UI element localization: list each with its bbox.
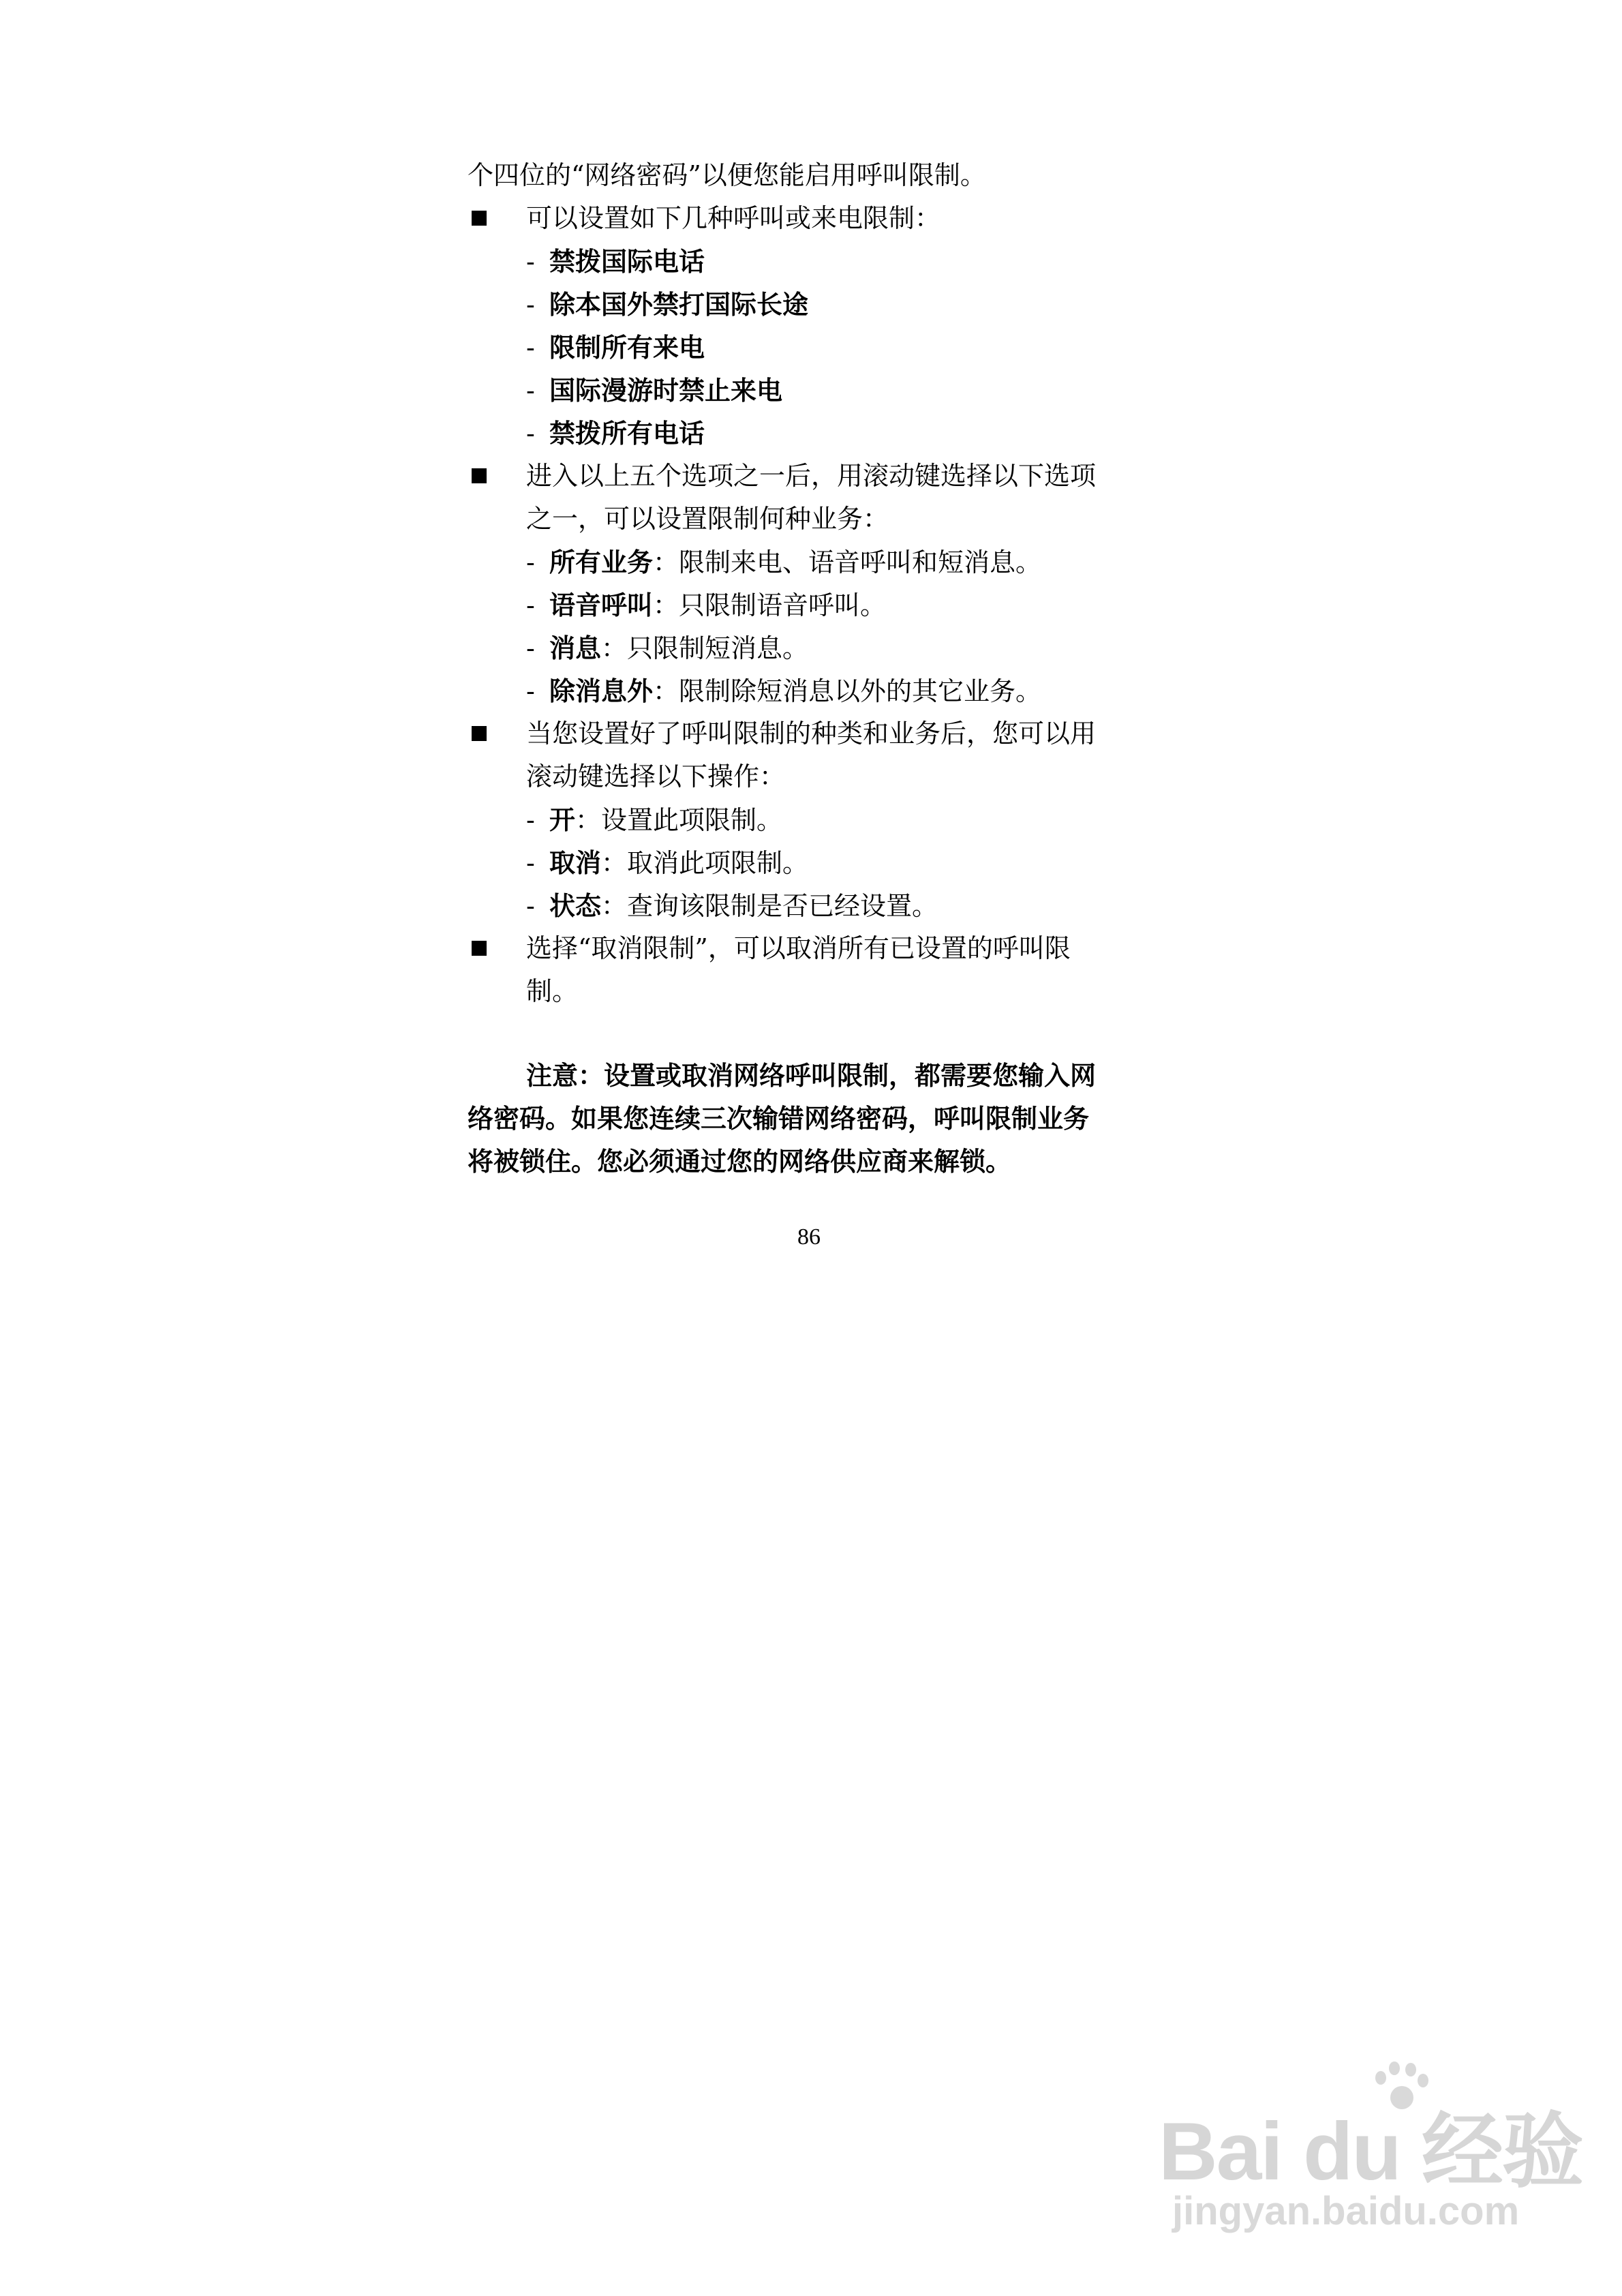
bullet-text-continued: 之一，可以设置限制何种业务： — [526, 504, 889, 534]
watermark-brand: Bai du 经验 — [1159, 2106, 1583, 2197]
sub-item-label: 消息 — [549, 633, 602, 663]
square-bullet-icon — [472, 941, 487, 956]
intro-line: 个四位的“网络密码”以便您能启用呼叫限制。 — [468, 160, 986, 190]
sub-item-label: 语音呼叫 — [549, 590, 654, 620]
sub-item-text: ：设置此项限制。 — [575, 805, 783, 835]
sub-item: - 取消：取消此项限制。 — [526, 847, 809, 878]
sub-item: - 消息：只限制短消息。 — [526, 633, 809, 663]
page-number: 86 — [797, 1224, 821, 1250]
sub-item-label: 开 — [549, 804, 576, 835]
bullet-line — [468, 712, 1163, 755]
sub-item-label: 所有业务 — [549, 547, 654, 577]
sub-item-text: ：取消此项限制。 — [601, 848, 809, 878]
sub-item: - 除本国外禁打国际长途 — [526, 289, 809, 320]
note-line: 注意：设置或取消网络呼叫限制，都需要您输入网 — [526, 1060, 1097, 1091]
bullet-item-1 — [468, 197, 1163, 455]
sub-item: - 限制所有来电 — [526, 332, 705, 363]
sub-item-text: ：查询该限制是否已经设置。 — [601, 891, 938, 921]
bullet-item-3 — [468, 712, 1163, 927]
sub-item: - 状态：查询该限制是否已经设置。 — [526, 890, 938, 921]
note-line: 将被锁住。您必须通过您的网络供应商来解锁。 — [468, 1146, 1012, 1177]
sub-item-label: 禁拨国际电话 — [549, 246, 705, 277]
sub-item: - 除消息外：限制除短消息以外的其它业务。 — [526, 676, 1042, 706]
watermark — [1159, 2031, 1595, 2256]
watermark-url: jingyan.baidu.com — [1172, 2189, 1520, 2233]
bullet-text-continued: 滚动键选择以下操作： — [526, 761, 786, 791]
sub-item-label: 国际漫游时禁止来电 — [549, 375, 783, 406]
sub-item: - 禁拨国际电话 — [526, 246, 705, 277]
bullet-line — [468, 927, 1163, 970]
bullet-text: 进入以上五个选项之一后，用滚动键选择以下选项 — [526, 461, 1097, 491]
bullet-text-continued: 制。 — [526, 976, 579, 1006]
bullet-line — [468, 455, 1163, 498]
note-line: 络密码。如果您连续三次输错网络密码，呼叫限制业务 — [468, 1103, 1090, 1134]
sub-item: - 语音呼叫：只限制语音呼叫。 — [526, 590, 887, 620]
bullet-line — [468, 197, 1163, 240]
sub-item-label: 限制所有来电 — [549, 332, 705, 363]
sub-item-label: 除消息外 — [549, 676, 654, 706]
sub-item-label: 状态 — [549, 890, 602, 921]
bullet-text: 选择“取消限制”，可以取消所有已设置的呼叫限 — [526, 933, 1071, 963]
page-content — [468, 154, 1163, 1183]
sub-item-label: 取消 — [549, 847, 602, 878]
bullet-text: 当您设置好了呼叫限制的种类和业务后，您可以用 — [526, 719, 1097, 749]
square-bullet-icon — [472, 211, 487, 226]
sub-item: - 所有业务：限制来电、语音呼叫和短消息。 — [526, 547, 1042, 577]
sub-item-text: ：只限制语音呼叫。 — [653, 590, 887, 620]
bullet-item-4 — [468, 927, 1163, 1013]
bullet-item-2 — [468, 455, 1163, 712]
square-bullet-icon — [472, 468, 487, 483]
sub-item-text: ：只限制短消息。 — [601, 633, 809, 663]
bullet-text: 可以设置如下几种呼叫或来电限制： — [526, 203, 941, 233]
sub-item: - 禁拨所有电话 — [526, 418, 705, 449]
sub-item: - 开：设置此项限制。 — [526, 804, 783, 835]
note-paragraph — [468, 1054, 1163, 1183]
sub-item-text: ：限制来电、语音呼叫和短消息。 — [653, 547, 1042, 577]
sub-item-text: ：限制除短消息以外的其它业务。 — [653, 676, 1042, 706]
sub-item: - 国际漫游时禁止来电 — [526, 375, 783, 406]
sub-item-label: 除本国外禁打国际长途 — [549, 289, 809, 320]
square-bullet-icon — [472, 726, 487, 741]
sub-item-label: 禁拨所有电话 — [549, 418, 705, 449]
